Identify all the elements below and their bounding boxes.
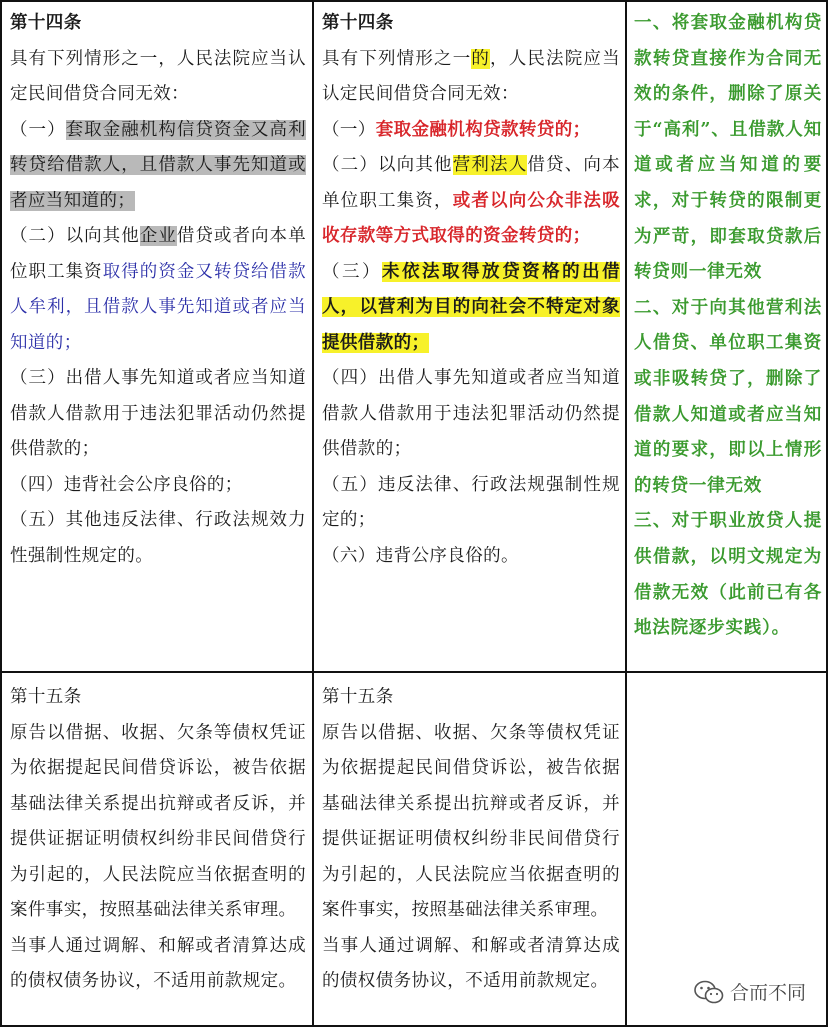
red-text: 套取金融机构贷款转贷的；	[375, 119, 591, 140]
yellow-highlight-text: 营利法人	[452, 155, 528, 175]
gray-highlight-text: 套取金融机构信贷资金又高利转贷给借款人，且借款人事先知道或者应当知道的；	[10, 119, 306, 211]
column-divider-1	[312, 0, 314, 1027]
watermark-text: 合而不同	[730, 982, 807, 1004]
old-article-14-item-1	[10, 113, 306, 220]
new-article-14-heading: 第十四条	[322, 13, 394, 33]
old-article-14-heading: 第十四条	[10, 13, 82, 33]
new-article-15-heading: 第十五条	[322, 687, 394, 707]
old-article-15-heading: 第十五条	[10, 687, 82, 707]
yellow-highlight-text: 的	[471, 48, 491, 69]
new-article-15-para-1: 原告以借据、收据、欠条等债权凭证为依据提起民间借贷诉讼，被告依据基础法律关系提出抗辩或者反诉，并提供证据证明债权纠纷非民间借贷行为引起的，人民法院应当依据查明的案件事实，按照基础法律关系审理。	[322, 722, 620, 920]
new-article-14-cell	[322, 6, 620, 574]
table-border-top	[0, 0, 828, 2]
old-article-15-para-2: 当事人通过调解、和解或者清算达成的债权债务协议，不适用前款规定。	[10, 935, 306, 991]
change-note-1: 一、将套取金融机构贷款转贷直接作为合同无效的条件，删除了原关于“高利”、且借款人知道或者应当知道的要求，对于转贷的限制更为严苛，即套取贷款后转贷则一律无效	[634, 13, 822, 283]
blue-text: 取得的资金又转贷给借款人牟利，且借款人事先知道或者应当知道的；	[10, 261, 306, 353]
new-article-14-item-6: （六）违背公序良俗的。	[322, 545, 519, 566]
intro-text: 具有下列情形之一	[322, 48, 472, 69]
new-article-15-para-2: 当事人通过调解、和解或者清算达成的债权债务协议，不适用前款规定。	[322, 935, 620, 991]
gray-highlight-text: 企业	[139, 226, 177, 246]
row-divider	[0, 671, 828, 673]
item-text: 借贷或者向本单位职工集资	[10, 226, 306, 282]
change-notes-cell	[634, 6, 822, 647]
new-article-14-intro	[322, 42, 620, 113]
item-text: （二）以向其他	[10, 226, 140, 246]
old-article-15-cell	[10, 680, 306, 1000]
old-article-14-item-5: （五）其他违反法律、行政法规效力性强制性规定的。	[10, 510, 306, 566]
new-article-14-item-4: （四）出借人事先知道或者应当知道借款人借款用于违法犯罪活动仍然提供借款的；	[322, 368, 620, 459]
item-prefix: （三）	[322, 261, 383, 282]
new-article-14-item-5: （五）违反法律、行政法规强制性规定的；	[322, 474, 620, 530]
item-prefix: （一）	[322, 119, 376, 140]
yellow-highlight-text: 未依法取得放贷资格的出借人，以营利为目的向社会不特定对象提供借款的；	[322, 261, 620, 353]
new-article-14-item-2	[322, 148, 620, 255]
item-text: （二）以向其他	[322, 155, 453, 175]
new-article-14-item-3	[322, 255, 620, 362]
item-prefix: （一）	[10, 119, 66, 140]
old-article-14-item-2	[10, 219, 306, 361]
new-article-14-item-1	[322, 113, 620, 149]
column-divider-2	[625, 0, 627, 1027]
old-article-14-intro: 具有下列情形之一，人民法院应当认定民间借贷合同无效：	[10, 48, 306, 104]
wechat-watermark	[694, 978, 806, 1005]
old-article-14-item-3: （三）出借人事先知道或者应当知道借款人借款用于违法犯罪活动仍然提供借款的；	[10, 368, 306, 459]
item-text: 借贷、向本单位职工集资，	[322, 155, 620, 211]
intro-text: ，人民法院应当认定民间借贷合同无效：	[322, 48, 620, 104]
change-note-3: 三、对于职业放贷人提供借款，以明文规定为借款无效（此前已有各地法院逐步实践）。	[634, 511, 822, 639]
old-article-14-item-4: （四）违背社会公序良俗的；	[10, 474, 243, 495]
red-text: 或者以向公众非法吸收存款等方式取得的资金转贷的；	[322, 190, 620, 246]
old-article-14-cell	[10, 6, 306, 574]
change-note-2: 二、对于向其他营利法人借贷、单位职工集资或非吸转贷了，删除了借款人知道或者应当知道的要求，即以上情形的转贷一律无效	[634, 297, 822, 496]
table-border-left	[0, 0, 2, 1027]
new-article-15-cell	[322, 680, 620, 1000]
wechat-icon	[694, 979, 724, 1005]
old-article-15-para-1: 原告以借据、收据、欠条等债权凭证为依据提起民间借贷诉讼，被告依据基础法律关系提出抗辩或者反诉，并提供证据证明债权纠纷非民间借贷行为引起的，人民法院应当依据查明的案件事实，按照基础法律关系审理。	[10, 722, 306, 920]
